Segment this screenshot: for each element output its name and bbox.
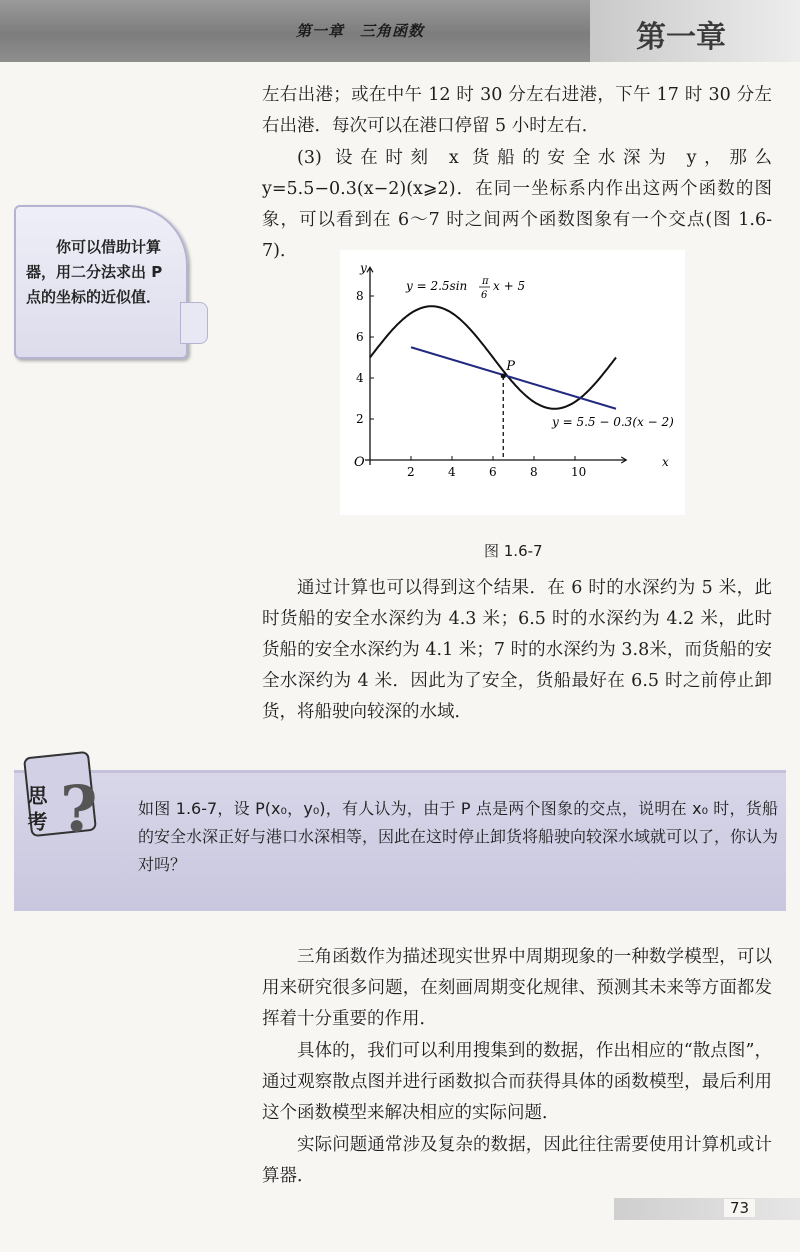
x-tick-label: 4 — [448, 465, 456, 479]
x-tick-label: 8 — [530, 465, 538, 479]
paragraph-2: (3) 设在时刻 x 货船的安全水深为 y，那么 y=5.5−0.3(x−2)(x⩾2)．在同一坐标系内作出这两个函数的图象，可以看到在 6～7 时之间两个函数图象有一个交点(图 1.6-7)． — [262, 148, 772, 261]
think-icon-label: 思考 — [24, 785, 48, 837]
chapter-tab — [590, 0, 800, 62]
figure-caption: 图 1.6-7 — [484, 542, 543, 560]
line-label: y = 5.5 − 0.3(x − 2) — [552, 415, 674, 429]
y-tick-label: 6 — [356, 330, 364, 344]
paragraph-5: 具体的，我们可以利用搜集到的数据，作出相应的“散点图”，通过观察散点图并进行函数拟合而获得具体的函数模型，最后利用这个函数模型来解决相应的实际问题． — [262, 1041, 772, 1123]
y-axis-label: y — [360, 261, 367, 275]
paragraph-3: 通过计算也可以得到这个结果．在 6 时的水深约为 5 米，此时货船的安全水深约为 4.3 米；6.5 时的水深约为 4.2 米，此时货船的安全水深约为 4.1 米；7 时的水深约为 3.8米，而货船的安全水深约为 4 米．因此为了安全，货船最好在 6.5 时之前停止卸货，将船驶向较深的水域． — [262, 578, 772, 722]
think-box — [14, 770, 786, 911]
origin-label: O — [354, 455, 365, 470]
chapter-label: 第一章 — [636, 20, 726, 55]
think-icon — [20, 747, 120, 847]
y-tick-label: 2 — [356, 412, 364, 426]
sine-label-num: π — [482, 276, 489, 287]
page-number-bar — [614, 1198, 800, 1220]
x-tick-label: 10 — [571, 465, 587, 479]
function-graph — [340, 250, 685, 515]
x-axis-label: x — [662, 455, 669, 469]
y-tick-label: 4 — [356, 371, 364, 385]
think-text: 如图 1.6-7，设 P(x₀，y₀)，有人认为，由于 P 点是两个图象的交点，说明在 x₀ 时，货船的安全水深正好与港口水深相等，因此在这时停止卸货将船驶向较深水域就可以了，你认为对吗？ — [138, 799, 779, 874]
paragraph-1: 左右出港；或在中午 12 时 30 分左右进港，下午 17 时 30 分左右出港．每次可以在港口停留 5 小时左右． — [262, 85, 772, 136]
svg-text:?: ? — [60, 772, 98, 847]
margin-note — [14, 205, 188, 359]
paragraph-6: 实际问题通常涉及复杂的数据，因此往往需要使用计算机或计算器． — [262, 1135, 772, 1186]
y-tick-label: 8 — [356, 289, 364, 303]
page-number: 73 — [724, 1199, 755, 1217]
margin-note-text: 你可以借助计算器，用二分法求出 P 点的坐标的近似值． — [26, 238, 163, 306]
page-header — [0, 0, 800, 62]
running-chapter-title: 第一章 三角函数 — [296, 22, 425, 40]
x-tick-label: 6 — [489, 465, 497, 479]
x-tick-label: 2 — [407, 465, 415, 479]
sine-label-tail: x + 5 — [493, 279, 526, 293]
intersection-point — [501, 373, 506, 378]
margin-note-tab — [180, 302, 208, 344]
sine-label-den: 6 — [481, 290, 488, 301]
paragraph-4: 三角函数作为描述现实世界中周期现象的一种数学模型，可以用来研究很多问题，在刻画周期变化规律、预测其未来等方面都发挥着十分重要的作用． — [262, 947, 772, 1029]
sine-label-main: y = 2.5sin — [406, 279, 468, 293]
intersection-label: P — [506, 358, 515, 374]
